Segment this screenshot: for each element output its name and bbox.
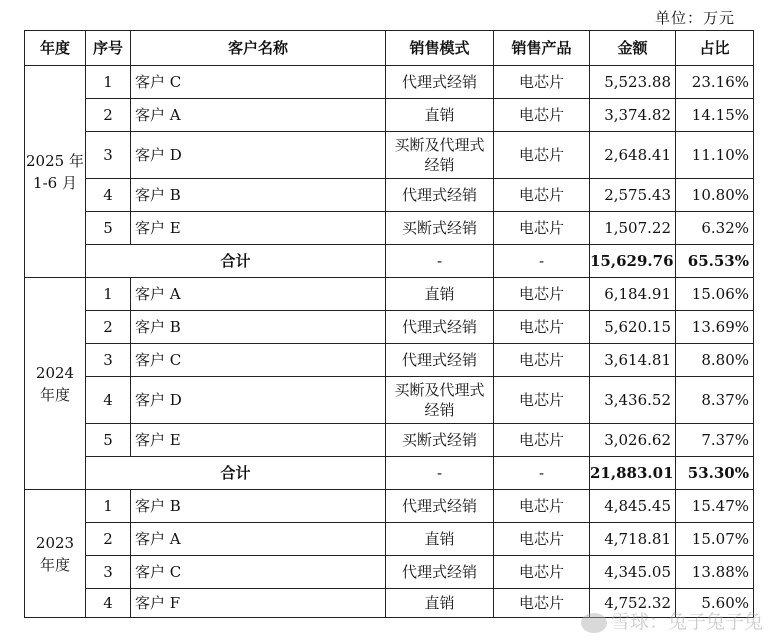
table-row <box>25 66 754 99</box>
total-row <box>25 245 754 278</box>
total-ratio: 65.53% <box>676 245 754 278</box>
ratio: 15.47% <box>676 490 754 523</box>
total-mode: - <box>386 457 494 490</box>
amount: 4,845.45 <box>590 490 676 523</box>
ratio: 8.80% <box>676 344 754 377</box>
table-row <box>25 377 754 424</box>
customer-name: 客户 D <box>131 377 386 424</box>
header-amount: 金额 <box>590 31 676 66</box>
customer-name: 客户 C <box>131 66 386 99</box>
row-no: 5 <box>86 212 131 245</box>
sales-mode: 直销 <box>386 589 494 618</box>
product: 电芯片 <box>494 377 590 424</box>
sales-mode: 直销 <box>386 99 494 132</box>
ratio: 13.88% <box>676 556 754 589</box>
customer-name: 客户 C <box>131 344 386 377</box>
product: 电芯片 <box>494 179 590 212</box>
row-no: 2 <box>86 99 131 132</box>
year-line2: 1-6 月 <box>33 173 77 192</box>
customer-name: 客户 E <box>131 424 386 457</box>
amount: 4,752.32 <box>590 589 676 618</box>
sales-mode: 代理式经销 <box>386 556 494 589</box>
table-row <box>25 212 754 245</box>
amount: 3,614.81 <box>590 344 676 377</box>
ratio: 13.69% <box>676 311 754 344</box>
header-year: 年度 <box>25 31 86 66</box>
row-no: 5 <box>86 424 131 457</box>
sales-mode: 直销 <box>386 278 494 311</box>
row-no: 4 <box>86 589 131 618</box>
ratio: 15.07% <box>676 523 754 556</box>
row-no: 4 <box>86 179 131 212</box>
row-no: 2 <box>86 311 131 344</box>
customer-name: 客户 B <box>131 490 386 523</box>
table-row <box>25 490 754 523</box>
sales-mode: 代理式经销 <box>386 179 494 212</box>
ratio: 23.16% <box>676 66 754 99</box>
year-line1: 2024 <box>35 363 75 382</box>
product: 电芯片 <box>494 311 590 344</box>
table-row <box>25 424 754 457</box>
sales-mode: 代理式经销 <box>386 66 494 99</box>
row-no: 3 <box>86 344 131 377</box>
amount: 1,507.22 <box>590 212 676 245</box>
customer-name: 客户 A <box>131 523 386 556</box>
ratio: 14.15% <box>676 99 754 132</box>
amount: 2,575.43 <box>590 179 676 212</box>
product: 电芯片 <box>494 66 590 99</box>
total-product: - <box>494 457 590 490</box>
year-cell <box>25 66 86 278</box>
row-no: 1 <box>86 66 131 99</box>
customer-name: 客户 C <box>131 556 386 589</box>
total-label: 合计 <box>86 245 386 278</box>
table-row <box>25 179 754 212</box>
header-customer: 客户名称 <box>131 31 386 66</box>
product: 电芯片 <box>494 523 590 556</box>
sales-mode: 买断式经销 <box>386 424 494 457</box>
sales-mode: 代理式经销 <box>386 344 494 377</box>
total-ratio: 53.30% <box>676 457 754 490</box>
table-row <box>25 132 754 179</box>
sales-mode: 买断式经销 <box>386 212 494 245</box>
total-mode: - <box>386 245 494 278</box>
product: 电芯片 <box>494 99 590 132</box>
year-line1: 2025 年 <box>26 151 84 170</box>
ratio: 7.37% <box>676 424 754 457</box>
amount: 3,436.52 <box>590 377 676 424</box>
sales-mode: 买断及代理式经销 <box>386 377 494 424</box>
ratio: 15.06% <box>676 278 754 311</box>
row-no: 2 <box>86 523 131 556</box>
amount: 4,718.81 <box>590 523 676 556</box>
sales-mode: 直销 <box>386 523 494 556</box>
table-row <box>25 344 754 377</box>
amount: 5,620.15 <box>590 311 676 344</box>
year-cell <box>25 278 86 490</box>
customer-name: 客户 B <box>131 179 386 212</box>
customer-name: 客户 F <box>131 589 386 618</box>
table-row <box>25 99 754 132</box>
product: 电芯片 <box>494 278 590 311</box>
year-cell <box>25 490 86 618</box>
row-no: 1 <box>86 278 131 311</box>
row-no: 1 <box>86 490 131 523</box>
table-row <box>25 523 754 556</box>
ratio: 11.10% <box>676 132 754 179</box>
sales-mode: 买断及代理式经销 <box>386 132 494 179</box>
customer-sales-table <box>24 30 754 618</box>
header-product: 销售产品 <box>494 31 590 66</box>
product: 电芯片 <box>494 424 590 457</box>
table-row <box>25 311 754 344</box>
total-row <box>25 457 754 490</box>
amount: 5,523.88 <box>590 66 676 99</box>
row-no: 3 <box>86 556 131 589</box>
customer-name: 客户 A <box>131 278 386 311</box>
year-line2: 年度 <box>39 385 70 404</box>
amount: 2,648.41 <box>590 132 676 179</box>
row-no: 4 <box>86 377 131 424</box>
header-mode: 销售模式 <box>386 31 494 66</box>
amount: 4,345.05 <box>590 556 676 589</box>
total-label: 合计 <box>86 457 386 490</box>
header-row <box>25 31 754 66</box>
year-line1: 2023 <box>35 533 75 552</box>
product: 电芯片 <box>494 344 590 377</box>
total-amount: 21,883.01 <box>590 457 676 490</box>
customer-name: 客户 B <box>131 311 386 344</box>
year-line2: 年度 <box>39 555 70 574</box>
product: 电芯片 <box>494 589 590 618</box>
header-no: 序号 <box>86 31 131 66</box>
total-product: - <box>494 245 590 278</box>
table-row <box>25 589 754 618</box>
ratio: 5.60% <box>676 589 754 618</box>
sales-mode: 代理式经销 <box>386 490 494 523</box>
row-no: 3 <box>86 132 131 179</box>
product: 电芯片 <box>494 132 590 179</box>
ratio: 6.32% <box>676 212 754 245</box>
customer-name: 客户 E <box>131 212 386 245</box>
product: 电芯片 <box>494 556 590 589</box>
amount: 3,374.82 <box>590 99 676 132</box>
ratio: 8.37% <box>676 377 754 424</box>
amount: 6,184.91 <box>590 278 676 311</box>
unit-label: 单位：万元 <box>654 9 735 27</box>
table-row <box>25 556 754 589</box>
amount: 3,026.62 <box>590 424 676 457</box>
total-amount: 15,629.76 <box>590 245 676 278</box>
customer-name: 客户 A <box>131 99 386 132</box>
sales-mode: 代理式经销 <box>386 311 494 344</box>
ratio: 10.80% <box>676 179 754 212</box>
product: 电芯片 <box>494 490 590 523</box>
customer-name: 客户 D <box>131 132 386 179</box>
header-ratio: 占比 <box>676 31 754 66</box>
product: 电芯片 <box>494 212 590 245</box>
table-row <box>25 278 754 311</box>
watermark-text: 雪球：兔子兔子兔 <box>610 611 763 633</box>
